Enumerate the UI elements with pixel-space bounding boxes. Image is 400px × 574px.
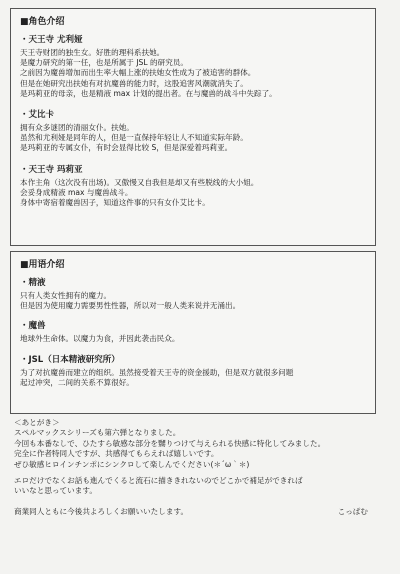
term-name-jsl: ・JSL（日本精液研究所）	[20, 354, 120, 365]
character-name-maria: ・天王寺 玛莉亚	[20, 164, 83, 175]
term-desc-seieki	[20, 291, 366, 311]
text-line: 是魔力研究的第一任，也是所属于 JSL 的研究员。	[20, 58, 188, 68]
term-desc-majuu	[20, 334, 366, 344]
text-line: 拥有众多谜团的清丽女仆。扶她。	[20, 123, 134, 133]
text-line: 身体中寄宿着魔兽因子，知道这件事的只有女仆艾比卡。	[20, 198, 210, 208]
text-line: 会妥身成精液 max 与魔兽战斗。	[20, 187, 133, 197]
text-line: 只有人类女性拥有的魔力。	[20, 291, 112, 300]
text-line: 虽然和尤利娅是同年的人，但是一直保持年轻让人不知道实际年龄。	[20, 133, 248, 143]
terms-intro-box	[10, 251, 376, 414]
text-line: 本作主角（这次没有出场)。又傲慢又自我但是却又有些脱线的大小姐。	[20, 177, 259, 187]
text-line: 但是因为使用魔力需要男性性器，所以对一般人类来说并无涌出。	[20, 301, 241, 311]
text-line: 地球外生命体。以魔力为食，并因此袭击民众。	[20, 334, 180, 344]
text-line: 天王寺财团的独生女。好胜的理科系扶她。	[20, 48, 165, 57]
closing-row	[14, 507, 380, 517]
text-line: 起过冲突，二间的关系不算很好。	[20, 377, 134, 387]
term-desc-jsl	[20, 368, 366, 388]
text-line: ぜひ敏感ヒロインチンポにシンクロして楽しんでください(＊´ω｀＊)	[14, 459, 250, 469]
text-line: 之前因为魔兽增加而出生率大幅上涨的扶她女性成为了被追害的群体。	[20, 68, 256, 78]
text-line: 是玛莉亚的专属女仆，有时会显得比较 S，但是深爱着玛莉亚。	[20, 143, 233, 153]
afterword	[14, 418, 380, 517]
term-name-seieki: ・精液	[20, 278, 46, 288]
text-line: エロだけでなくお話も進んでくると流石に描ききれないのでどこかで補足ができれば	[14, 476, 303, 486]
character-name-ebika: ・艾比卡	[20, 110, 55, 121]
text-line: スペルマックスシリーズも第六弾となりました。	[14, 428, 181, 438]
character-name-yuria: ・天王寺 尤利娅	[20, 35, 83, 45]
text-line: いいなと思っています。	[14, 486, 97, 496]
term-name-majuu: ・魔兽	[20, 321, 46, 332]
text-line: 是玛莉亚的母亲，也是精液 max 计划的提出者。在与魔兽的战斗中失踪了。	[20, 88, 277, 98]
afterword-heading: ＜あとがき＞	[14, 418, 60, 427]
text-line: 但是在她研究出扶她有对抗魔兽的能力时，这股追害风潮就消失了。	[20, 78, 248, 88]
character-desc-ebika	[20, 123, 366, 154]
character-desc-yuria	[20, 48, 366, 99]
text-line: 完全に作者特同人ですが、共感得てもらえれば嬉しいです。	[14, 449, 219, 459]
closing-text: 商業同人ともに今後共よろしくお願いいたします。	[14, 506, 189, 516]
author-signature: こっぱむ	[337, 506, 368, 516]
character-intro-box	[10, 8, 376, 246]
text-line: 今回も本番なしで、ひたすら敏感な部分を嬲りつけて与えられる快感に特化してみました。	[14, 438, 326, 448]
terms-intro-heading: ■用语介绍	[20, 260, 65, 270]
character-desc-maria	[20, 178, 366, 209]
text-line: 为了对抗魔兽而建立的组织。虽然接受着天王寺的资金援助，但是双方就很多问题	[20, 367, 294, 377]
character-intro-heading: ■角色介绍	[20, 17, 65, 27]
